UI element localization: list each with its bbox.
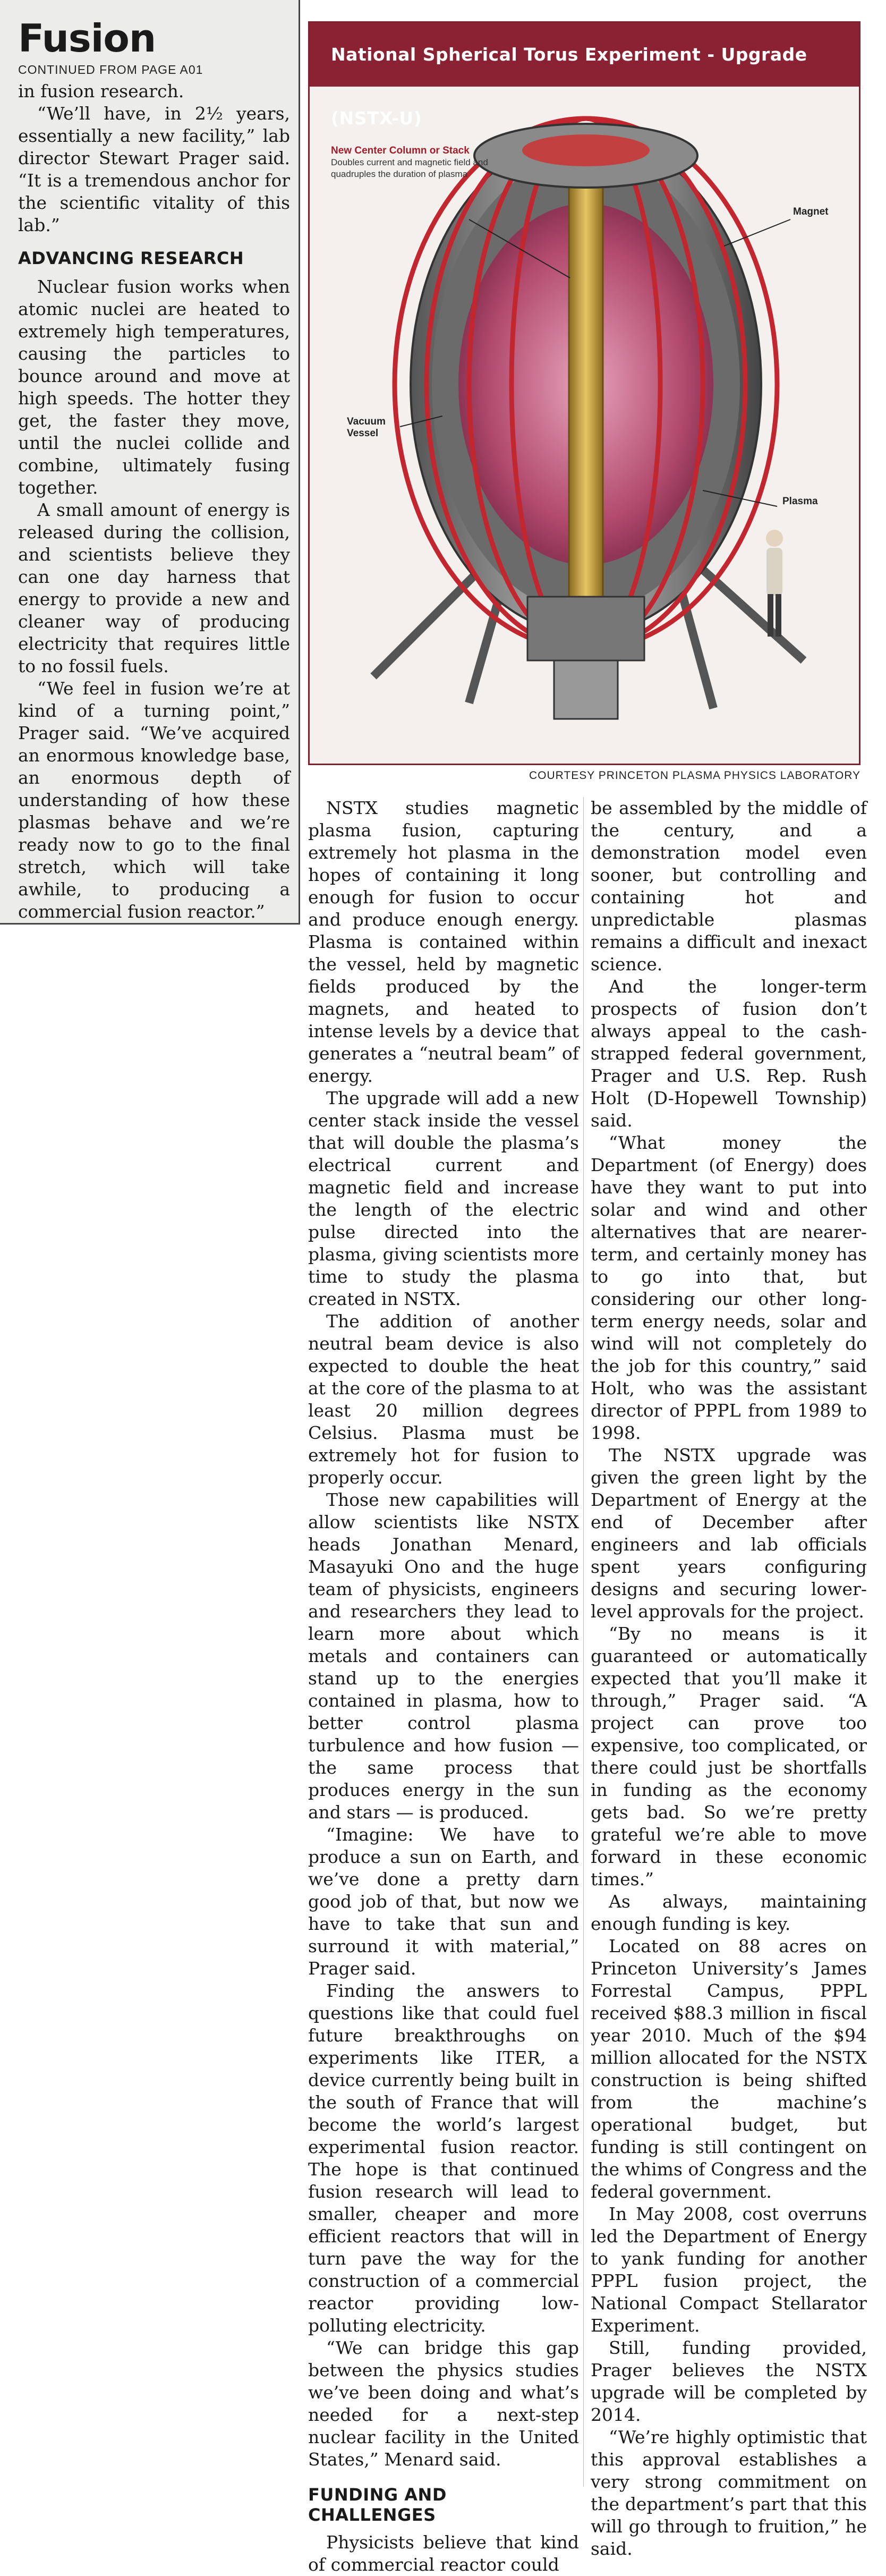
paragraph: “What money the Department (of Energy) does have they want to put into solar and wind and other alternatives that are nearer-term, and certainly money has to go into that, but considering our other long-term energy needs, solar and wind will not completely do the job for this country,” said Holt, who was the assistant director of PPPL from 1989 to 1998. (591, 1132, 867, 1443)
paragraph: Those new capabilities will allow scientists like NSTX heads Jonathan Menard, Masayuki Ono and the huge team of physicists, engineers and researchers they lead to learn more about which metals and containers can stand up to the energies contained in plasma, how to better control plasma turbulence and how fusion — the same process that produces energy in the sun and stars — is produced. (308, 1489, 579, 1823)
paragraph: As always, maintaining enough funding is key. (591, 1891, 867, 1934)
label-vacuum-vessel: Vacuum Vessel (347, 416, 386, 439)
figure-banner: National Spherical Torus Experiment - Upgrade (NSTX-U) (310, 23, 859, 87)
paragraph: “We feel in fusion we’re at kind of a turning point,” Prager said. “We’ve acquired an enormous knowledge base, an enormous depth of understanding of how these plasmas behave and we’re ready now to go to the final stretch, which will take awhile, to producing a commercial fusion reactor.” (18, 678, 290, 922)
center-stack-shape (569, 161, 603, 597)
paragraph: “Imagine: We have to produce a sun on Earth, and we’ve done a pretty darn good job of that, but now we have to take that sun and surround it with material,” Prager said. (308, 1824, 579, 1979)
label-center-column-desc: Doubles current and magnetic field and quadruples the duration of plasma (331, 157, 488, 179)
person-for-scale (766, 530, 783, 637)
paragraph: “We’re highly optimistic that this approval establishes a very strong commitment on the department’s part that this will go through to fruition,” he said. (591, 2427, 867, 2559)
subhead-advancing-research: ADVANCING RESEARCH (18, 248, 244, 268)
label-center-column-title: New Center Column or Stack (331, 145, 470, 156)
sidebar-column (0, 0, 300, 925)
paragraph: be assembled by the middle of the century, and a demonstration model even sooner, but controlling and containing hot and unpredictable plasmas remains a difficult and inexact science. (591, 798, 867, 975)
paragraph: “We’ll have, in 2½ years, essentially a new facility,” lab director Stewart Prager said. “It is a tremendous anchor for the scientific vitality of this lab.” (18, 103, 290, 235)
right-column (591, 797, 867, 2560)
paragraph: Still, funding provided, Prager believes the NSTX upgrade will be completed by 2014. (591, 2337, 867, 2425)
column-rule (583, 797, 584, 2487)
paragraph: And the longer-term prospects of fusion don’t always appeal to the cash-strapped federal government, Prager and U.S. Rep. Rush Holt (D-Hopewell Township) said. (591, 976, 867, 1131)
paragraph: The NSTX upgrade was given the green light by the Department of Energy at the end of December after engineers and lab officials spent years configuring designs and securing lower-level approvals for the project. (591, 1445, 867, 1622)
paragraph: Physicists believe that kind of commercial reactor could (308, 2532, 579, 2575)
sidebar-body (18, 80, 290, 923)
paragraph: in fusion research. (18, 81, 184, 101)
paragraph: A small amount of energy is released during the collision, and scientists believe they can one day harness that energy to provide a new and cleaner way of producing electricity that requires little to no fossil fuels. (18, 499, 290, 676)
continued-line: CONTINUED FROM PAGE A01 (18, 63, 203, 77)
paragraph: “We can bridge this gap between the physics studies we’ve been doing and what’s needed for a next-step nuclear facility in the United States,” Menard said. (308, 2337, 579, 2470)
subhead-funding-challenges: FUNDING AND CHALLENGES (308, 2485, 447, 2525)
nstx-figure (308, 21, 861, 765)
paragraph: The upgrade will add a new center stack inside the vessel that will double the plasma’s electrical current and magnetic field and increase the length of the electric pulse directed into the plasma, giving scientists more time to study the plasma created in NSTX. (308, 1088, 579, 1309)
label-magnet: Magnet (793, 206, 829, 217)
paragraph: Located on 88 acres on Princeton University’s James Forrestal Campus, PPPL received $88.3 million in fiscal year 2010. Much of the $94 million allocated for the NSTX construction is being shifted from the machine’s operational budget, but funding is still contingent on the whims of Congress and the federal government. (591, 1936, 867, 2202)
paragraph: “By no means is it guaranteed or automatically expected that you’ll make it through,” Prager said. “A project can prove too expensive, too complicated, or there could just be shortfalls in funding as the economy gets bad. So we’re pretty grateful we’re able to move forward in these economic times.” (591, 1623, 867, 1889)
paragraph: The addition of another neutral beam device is also expected to double the heat at the core of the plasma to at least 20 million degrees Celsius. Plasma must be extremely hot for fusion to properly occur. (308, 1311, 579, 1488)
label-plasma: Plasma (782, 496, 818, 507)
paragraph: In May 2008, cost overruns led the Department of Energy to yank funding for another PPPL fusion project, the National Compact Stellarator Experiment. (591, 2204, 867, 2336)
label-center-column (331, 145, 490, 180)
paragraph: Nuclear fusion works when atomic nuclei are heated to extremely high temperatures, causing the particles to bounce around and move at high speeds. The hotter they get, the faster they move, until the nuclei collide and combine, ultimately fusing together. (18, 276, 290, 498)
paragraph: NSTX studies magnetic plasma fusion, capturing extremely hot plasma in the hopes of containing it long enough for fusion to occur and produce enough energy. Plasma is contained within the vessel, held by magnetic fields produced by the magnets, and heated to intense levels by a device that generates a “neutral beam” of energy. (308, 798, 579, 1086)
middle-column (308, 797, 579, 2576)
photo-credit: COURTESY PRINCETON PLASMA PHYSICS LABORATORY (529, 769, 861, 782)
paragraph: Finding the answers to questions like that could fuel future breakthroughs on experiments like ITER, a device currently being built in the south of France that will become the world’s largest experimental fusion reactor. The hope is that continued fusion research will lead to smaller, cheaper and more efficient reactors that will in turn pave the way for the construction of a commercial reactor providing low-polluting electricity. (308, 1980, 579, 2336)
page-slug: Fusion (18, 16, 156, 61)
